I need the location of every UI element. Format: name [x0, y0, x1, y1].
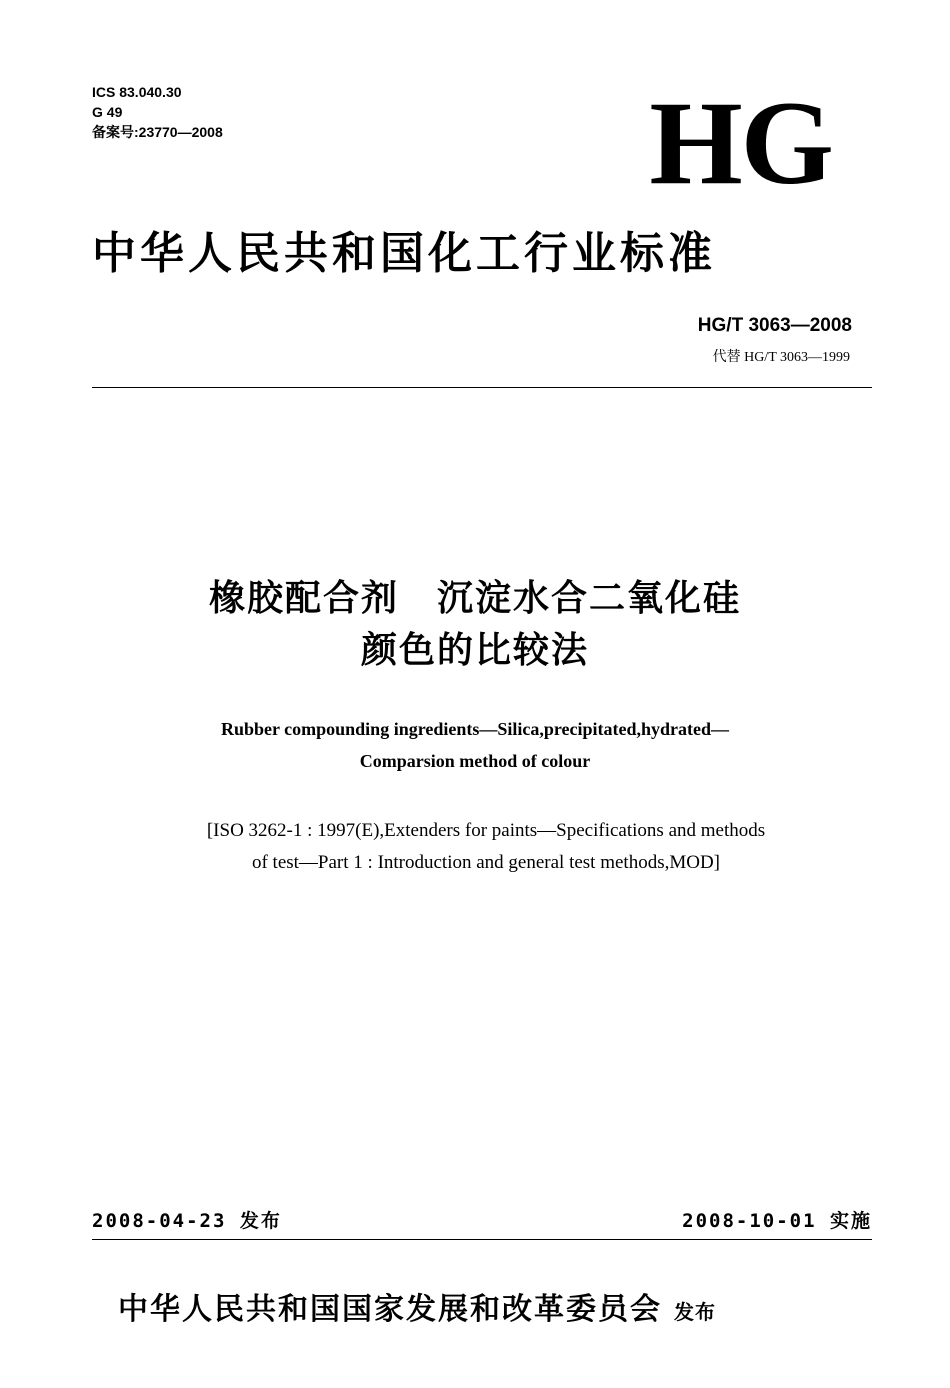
ics-code: ICS 83.040.30 — [92, 84, 182, 100]
publish-date: 2008-04-23 发布 — [92, 1210, 282, 1232]
english-title-line-1: Rubber compounding ingredients—Silica,precipitated,hydrated— — [220, 719, 730, 739]
chinese-title-line-1: 橡胶配合剂 沉淀水合二氧化硅 — [208, 578, 741, 619]
implementation-date: 2008-10-01 实施 — [682, 1210, 872, 1232]
iso-reference-line-1: [ISO 3262-1 : 1997(E),Extenders for paints—Specifications and methods — [206, 820, 766, 841]
bottom-divider — [92, 1239, 872, 1240]
standard-title: 中华人民共和国化工行业标准 — [92, 228, 716, 279]
issuing-authority — [118, 1284, 716, 1328]
issuer-tag: 发布 — [674, 1300, 716, 1324]
iso-reference-line-2: of test—Part 1 : Introduction and general test methods,MOD] — [251, 852, 721, 873]
hg-logo: HG — [649, 76, 832, 209]
english-title-line-2: Comparsion method of colour — [359, 751, 591, 771]
top-divider — [92, 387, 872, 388]
issuer-name: 中华人民共和国国家发展和改革委员会 — [118, 1292, 662, 1327]
record-number: 备案号:23770—2008 — [92, 124, 223, 140]
metadata-block — [92, 82, 223, 142]
ccs-code: G 49 — [92, 104, 123, 120]
replaces-standard: 代替 HG/T 3063—1999 — [712, 350, 850, 365]
chinese-title-line-2: 颜色的比较法 — [360, 630, 589, 671]
standard-number: HG/T 3063—2008 — [697, 315, 852, 336]
